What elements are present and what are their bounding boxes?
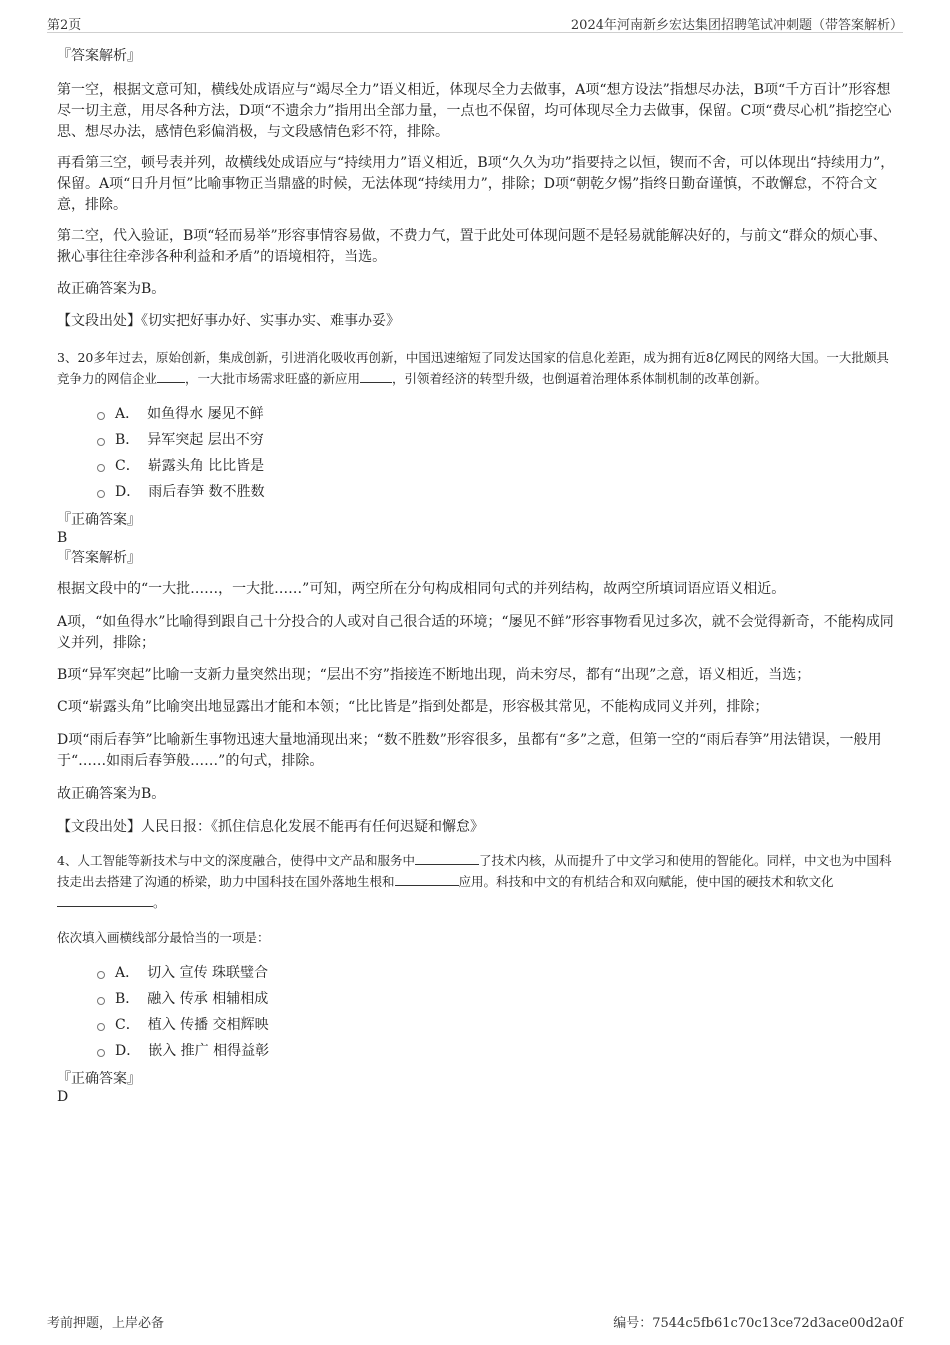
option-c[interactable]: C． 崭露头角 比比皆是	[97, 453, 897, 479]
correct-answer-value: B	[57, 530, 68, 546]
analysis-paragraph: 根据文段中的“一大批……，一大批……”可知，两空所在分句构成相同句式的并列结构，故两空所填词语应语义相近。	[57, 581, 786, 597]
analysis-label: 『答案解析』	[57, 550, 141, 566]
correct-answer-label: 『正确答案』	[57, 512, 141, 528]
option-c[interactable]: C． 植入 传播 交相辉映	[97, 1012, 897, 1038]
blank-line	[395, 873, 459, 886]
radio-circle-icon[interactable]	[97, 412, 105, 420]
analysis-paragraph: B项“异军突起”比喻一支新力量突然出现；“层出不穷”指接连不断地出现，尚未穷尽，都有“出现”之意，语义相近，当选；	[57, 667, 811, 683]
option-a[interactable]: A． 切入 宣传 珠联璧合	[97, 960, 897, 986]
page-content	[57, 47, 897, 1106]
document-title: 2024年河南新乡宏达集团招聘笔试冲刺题（带答案解析）	[570, 18, 903, 33]
question-4-options	[97, 960, 897, 1064]
document-code: 编号：7544c5fb61c70c13ce72d3ace00d2a0f	[613, 1316, 903, 1331]
analysis-paragraph: C项“崭露头角”比喻突出地显露出才能和本领；“比比皆是”指到处都是，形容极其常见，不能构成同义并列，排除；	[57, 699, 769, 715]
question-3-options	[97, 401, 897, 505]
page-number: 第2页	[47, 18, 82, 33]
radio-circle-icon[interactable]	[97, 490, 105, 498]
radio-circle-icon[interactable]	[97, 997, 105, 1005]
answer-statement: 故正确答案为B。	[57, 281, 166, 297]
radio-circle-icon[interactable]	[97, 1049, 105, 1057]
analysis-paragraph: 再看第三空，顿号表并列，故横线处成语应与“持续用力”语义相近，B项“久久为功”指要持之以恒，锲而不舍，可以体现出“持续用力”，保留。A项“日升月恒”比喻事物正当鼎盛的时候，无法体现“持续用力”，排除；D项“朝乾夕惕”指终日勤奋谨慎，不敢懈怠，不符合文意，排除。	[57, 155, 895, 213]
analysis-label: 『答案解析』	[57, 48, 141, 64]
blank-line	[360, 370, 392, 383]
question-3-stem: 3、20多年过去，原始创新，集成创新，引进消化吸收再创新，中国迅速缩短了同发达国家的信息化差距，成为拥有近8亿网民的网络大国。一大批颇具竞争力的网信企业 ，一大批市场需求旺盛的新应用 ，引领着经济的转型升级，也倒逼着治理体系体制机制的改革创新。	[57, 350, 889, 386]
correct-answer-label: 『正确答案』	[57, 1071, 141, 1087]
analysis-paragraph: D项“雨后春笋”比喻新生事物迅速大量地涌现出来；“数不胜数”形容很多，虽都有“多”之意，但第一空的“雨后春笋”用法错误，一般用于“……如雨后春笋般……”的句式，排除。	[57, 732, 882, 769]
source-citation: 【文段出处】《切实把好事办好、实事办实、难事办妥》	[57, 313, 400, 329]
option-d[interactable]: D． 嵌入 推广 相得益彰	[97, 1038, 897, 1064]
question-4-stem: 4、人工智能等新技术与中文的深度融合，使得中文产品和服务中 了技术内核，从而提升了中文学习和使用的智能化。同样，中文也为中国科技走出去搭建了沟通的桥梁，助力中国科技在国外落地生根和 应用。科技和中文的有机结合和双向赋能，使中国的硬技术和软文化。	[57, 853, 892, 910]
analysis-paragraph: 第一空，根据文意可知，横线处成语应与“竭尽全力”语义相近，体现尽全力去做事，A项“想方设法”指想尽办法，B项“千方百计”形容想尽一切主意，用尽各种方法，D项“不遗余力”指用出全部力量，一点也不保留，均可体现尽全力去做事，保留。C项“费尽心机”指挖空心思、想尽办法，感情色彩偏消极，与文段感情色彩不符，排除。	[57, 82, 892, 140]
option-b[interactable]: B． 异军突起 层出不穷	[97, 427, 897, 453]
source-citation: 【文段出处】人民日报：《抓住信息化发展不能再有任何迟疑和懈怠》	[57, 819, 484, 835]
option-b[interactable]: B． 融入 传承 相辅相成	[97, 986, 897, 1012]
radio-circle-icon[interactable]	[97, 438, 105, 446]
analysis-paragraph: A项，“如鱼得水”比喻得到跟自己十分投合的人或对自己很合适的环境；“屡见不鲜”形容事物看见过多次，就不会觉得新奇，不能构成同义并列，排除；	[57, 614, 894, 651]
blank-line	[415, 852, 479, 865]
question-instruction: 依次填入画横线部分最恰当的一项是：	[57, 930, 270, 945]
blank-line	[157, 370, 185, 383]
analysis-paragraph: 第二空，代入验证，B项“轻而易举”形容事情容易做，不费力气，置于此处可体现问题不是轻易就能解决好的，与前文“群众的烦心事、揪心事往往牵涉各种利益和矛盾”的语境相符，当选。	[57, 228, 887, 265]
footer-slogan: 考前押题，上岸必备	[47, 1316, 165, 1331]
page-header	[47, 14, 903, 33]
option-a[interactable]: A． 如鱼得水 屡见不鲜	[97, 401, 897, 427]
option-d[interactable]: D． 雨后春笋 数不胜数	[97, 479, 897, 505]
correct-answer-value: D	[57, 1089, 69, 1105]
answer-statement: 故正确答案为B。	[57, 786, 166, 802]
radio-circle-icon[interactable]	[97, 1023, 105, 1031]
radio-circle-icon[interactable]	[97, 464, 105, 472]
radio-circle-icon[interactable]	[97, 971, 105, 979]
blank-line	[57, 894, 153, 907]
